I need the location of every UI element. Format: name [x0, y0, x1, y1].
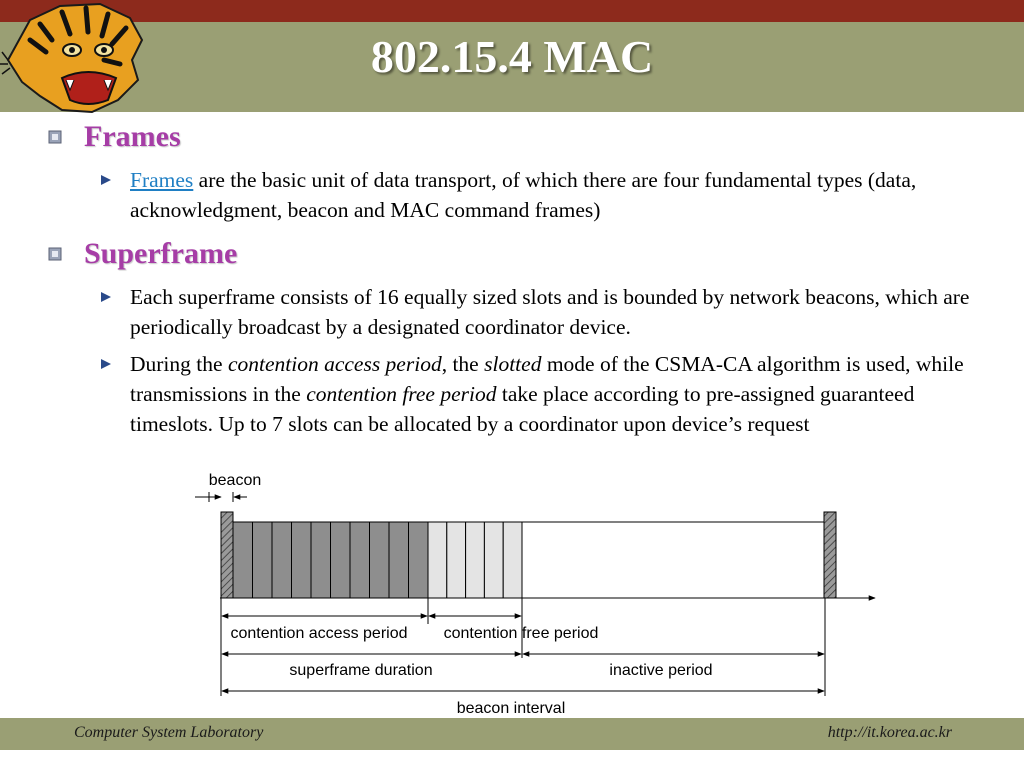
cap-slot — [350, 522, 370, 598]
section-heading: Superframe — [84, 237, 238, 270]
cap-slots — [233, 522, 428, 598]
arrow-bullet-icon — [100, 291, 112, 303]
cap-slot — [409, 522, 429, 598]
interval-label: beacon interval — [456, 700, 566, 717]
beacon-slot — [824, 512, 836, 598]
cfp-slot — [447, 522, 466, 598]
slide-title: 802.15.4 MAC — [370, 31, 654, 82]
cfp-slots — [428, 522, 522, 598]
cfp-label: contention free period — [443, 625, 599, 642]
cap-slot — [253, 522, 273, 598]
text-part: , the — [441, 352, 485, 376]
cap-slot — [389, 522, 409, 598]
cap-slot — [292, 522, 312, 598]
list-item-text-rest: are the basic unit of data transport, of which there are four fundamental types (data, acknowledgment, beacon and MAC command frames) — [130, 168, 917, 222]
arrow-bullet-icon — [100, 358, 112, 370]
frames-link[interactable]: Frames — [130, 168, 194, 192]
emphasis-text: slotted — [484, 352, 542, 376]
cap-slot — [331, 522, 351, 598]
arrow-bullet-icon — [100, 174, 112, 186]
cfp-slot — [484, 522, 503, 598]
text-part: During the — [130, 352, 228, 376]
footer-lab-name: Computer System Laboratory — [74, 724, 264, 741]
square-bullet-icon — [48, 130, 62, 144]
section-frames — [48, 120, 181, 154]
list-item-text: Each superframe consists of 16 equally sized slots and is bounded by network beacons, which are periodically broadcast by a designated coordinator device. — [130, 285, 970, 339]
list-item-text — [130, 349, 990, 439]
emphasis-text: contention access period — [227, 352, 442, 376]
inactive-label: inactive period — [609, 662, 713, 679]
cfp-slot — [503, 522, 522, 598]
footer-url: http://it.korea.ac.kr — [827, 724, 952, 741]
beacon-label: beacon — [208, 472, 262, 489]
list-item — [100, 282, 980, 342]
list-item — [100, 349, 980, 469]
cap-slot — [311, 522, 331, 598]
text-part: mode of the CSMA-CA algorithm is used, while transmissions in the — [130, 352, 964, 406]
superframe-label: superframe duration — [289, 662, 433, 679]
superframe-diagram — [195, 466, 895, 721]
cap-label: contention access period — [230, 625, 408, 642]
beacon-slot — [221, 512, 233, 598]
list-item-text — [130, 165, 990, 225]
emphasis-text: contention free period — [306, 382, 497, 406]
section-superframe — [48, 237, 237, 271]
list-item — [100, 165, 980, 225]
cap-slot — [233, 522, 253, 598]
cfp-slot — [466, 522, 485, 598]
cfp-slot — [428, 522, 447, 598]
cap-slot — [272, 522, 292, 598]
text-part: take place according to pre-assigned guaranteed timeslots. Up to 7 slots can be allocated by a coordinator upon device’s request — [130, 382, 915, 436]
square-bullet-icon — [48, 247, 62, 261]
cap-slot — [370, 522, 390, 598]
section-heading: Frames — [84, 120, 181, 153]
